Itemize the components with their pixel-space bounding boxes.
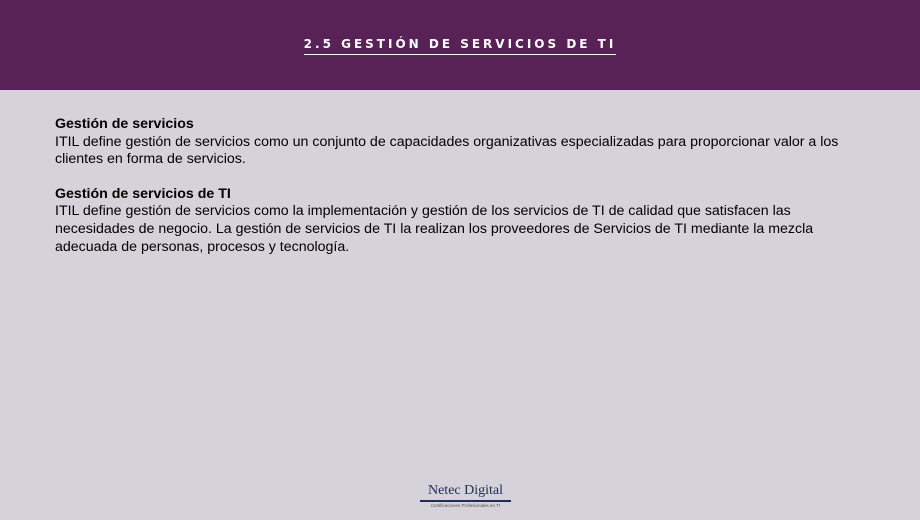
slide-content [55, 116, 865, 273]
logo-underline [420, 500, 511, 502]
logo-name: Netec Digital [427, 483, 504, 498]
section-service-management [55, 116, 865, 169]
slide-title [0, 37, 920, 55]
section-body: ITIL define gestión de servicios como un conjunto de capacidades organizativas especializadas para proporcionar valor a los clientes en forma de servicios. [55, 133, 839, 168]
section-title: Gestión de servicios [55, 116, 194, 132]
section-title: Gestión de servicios de TI [55, 185, 231, 202]
netec-logo [418, 483, 513, 509]
slide-title-text: 2.5 GESTIÓN DE SERVICIOS DE TI [304, 37, 617, 55]
section-it-service-management [55, 186, 865, 256]
header-bar [0, 0, 920, 90]
logo-tagline: Certificaciones Profesionales en TI [430, 503, 501, 508]
section-body: ITIL define gestión de servicios como la implementación y gestión de los servicios de TI de calidad que satisfacen las necesidades de negocio. La gestión de servicios de TI la realizan los proveedores de Servicios de TI mediante la mezcla adecuada de personas, procesos y tecnología. [55, 203, 814, 255]
